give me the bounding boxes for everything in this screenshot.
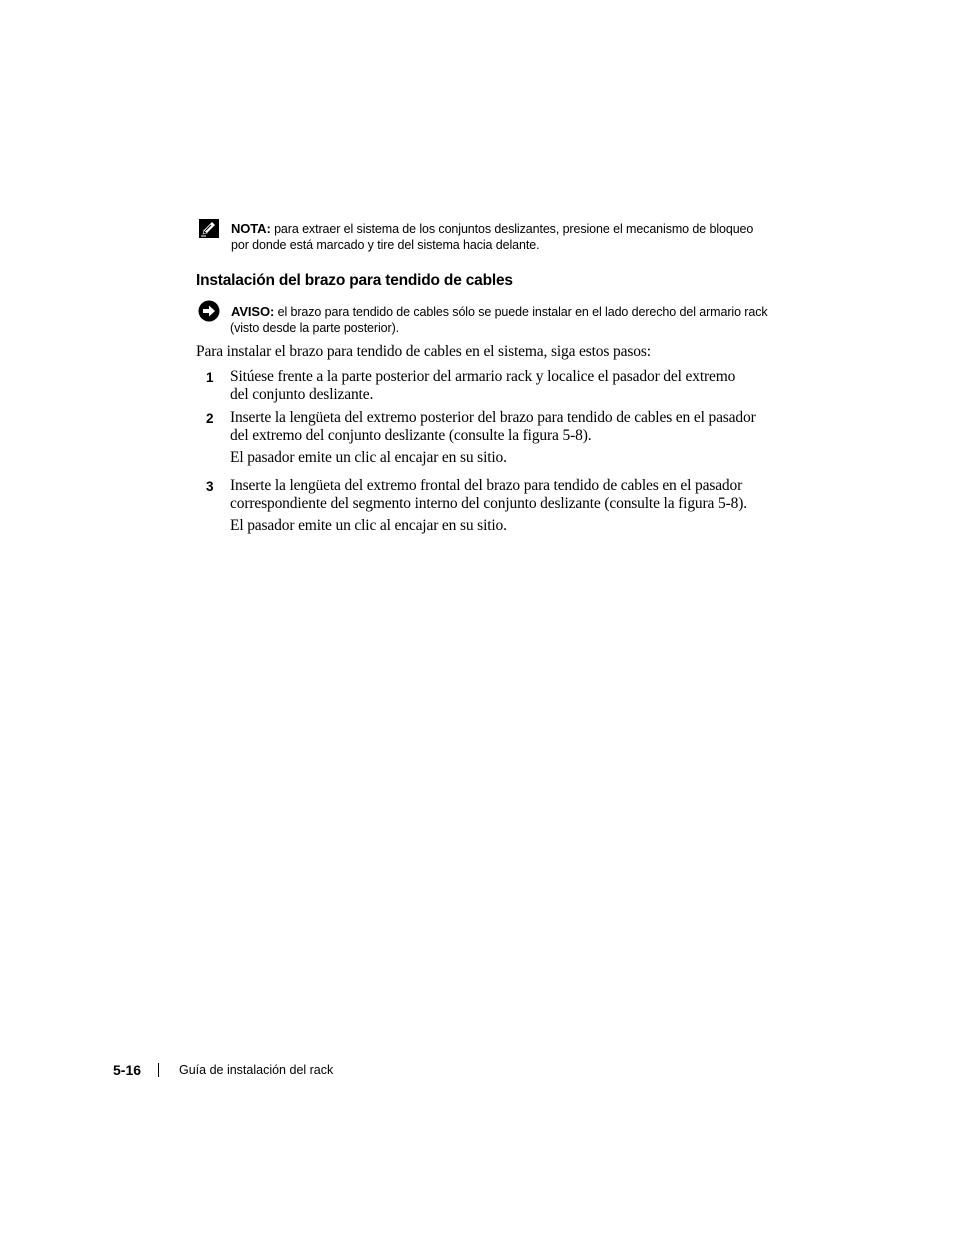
footer-divider [158, 1063, 159, 1077]
note-line-1 [231, 220, 753, 238]
note-text-1: para extraer el sistema de los conjuntos deslizantes, presione el mecanismo de bloqueo [274, 222, 754, 236]
step-text: del conjunto deslizante. [230, 386, 374, 403]
page-number: 5-16 [113, 1062, 142, 1078]
step-number: 2 [206, 411, 214, 426]
notice-arrow-icon [198, 300, 220, 322]
intro-paragraph: Para instalar el brazo para tendido de cables en el sistema, siga estos pasos: [196, 343, 651, 360]
notice-label: AVISO: [231, 304, 275, 319]
step-text: Inserte la lengüeta del extremo posterior del brazo para tendido de cables en el pasador [230, 409, 756, 426]
note-text-2: por donde está marcado y tire del sistema hacia delante. [231, 238, 540, 252]
step-number: 1 [206, 370, 214, 385]
note-label: NOTA: [231, 221, 271, 236]
footer-title: Guía de instalación del rack [179, 1063, 334, 1077]
step-text: del extremo del conjunto deslizante (consulte la figura 5-8). [230, 427, 592, 444]
step-text: correspondiente del segmento interno del conjunto deslizante (consulte la figura 5-8). [230, 495, 747, 512]
step-result: El pasador emite un clic al encajar en su sitio. [230, 517, 507, 534]
note-pencil-icon [199, 219, 219, 238]
step-text: Inserte la lengüeta del extremo frontal del brazo para tendido de cables en el pasador [230, 477, 743, 494]
step-number: 3 [206, 479, 214, 494]
step-text: Sitúese frente a la parte posterior del armario rack y localice el pasador del extremo [230, 368, 736, 385]
section-heading: Instalación del brazo para tendido de cables [196, 272, 513, 289]
notice-text-2: (visto desde la parte posterior). [230, 321, 400, 335]
step-result: El pasador emite un clic al encajar en su sitio. [230, 449, 507, 466]
notice-line-1 [231, 303, 768, 321]
notice-text-1: el brazo para tendido de cables sólo se puede instalar en el lado derecho del armario rack [277, 305, 768, 319]
